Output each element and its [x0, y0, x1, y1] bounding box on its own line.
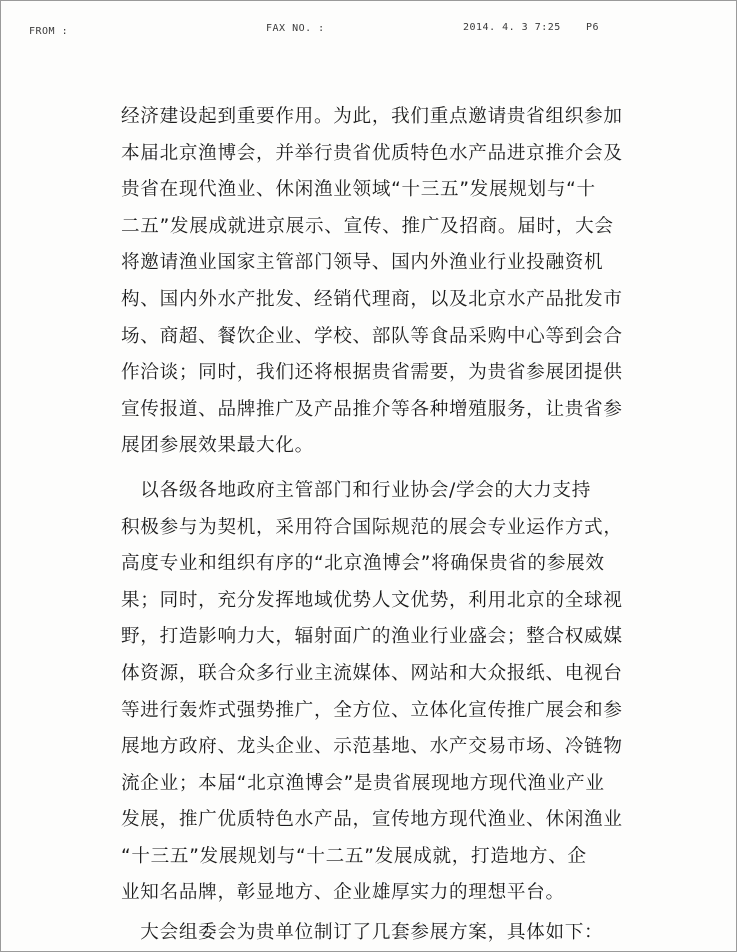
text-line: 本届北京渔博会，并举行贵省优质特色水产品进京推介会及: [121, 142, 623, 164]
text-line: 场、商超、餐饮企业、学校、部队等食品采购中心等到会合: [121, 325, 623, 347]
text-line: 体资源，联合众多行业主流媒体、网站和大众报纸、电视台: [121, 662, 623, 684]
paragraph-1: [121, 99, 623, 465]
fax-number-label: FAX NO. :: [266, 23, 325, 34]
text-line: 贵省在现代渔业、休闲渔业领域“十三五”发展规划与“十: [121, 179, 596, 201]
text-line: 展地方政府、龙头企业、示范基地、水产交易市场、冷链物: [121, 736, 623, 758]
text-line: 作洽谈；同时，我们还将根据贵省需要，为贵省参展团提供: [121, 362, 623, 384]
text-line: 流企业；本届“北京渔博会”是贵省展现地方现代渔业产业: [121, 772, 605, 794]
text-line: 以各级各地政府主管部门和行业协会/学会的大力支持: [121, 479, 592, 501]
text-line: 大会组委会为贵单位制订了几套参展方案，具体如下：: [121, 922, 604, 944]
text-line: 宣传报道、品牌推广及产品推介等各种增殖服务，让贵省参: [121, 398, 623, 420]
text-line: 构、国内外水产批发、经销代理商，以及北京水产品批发市: [121, 288, 623, 310]
document-body: [121, 99, 623, 952]
paragraph-2: [121, 473, 623, 912]
text-line: 经济建设起到重要作用。为此，我们重点邀请贵省组织参加: [121, 106, 623, 127]
paragraph-gap: [121, 465, 591, 473]
text-line: 野，打造影响力大，辐射面广的渔业行业盛会；整合权威媒: [121, 626, 623, 648]
text-line: 展团参展效果最大化。: [121, 435, 314, 457]
fax-datetime: 2014. 4. 3 7:25: [463, 22, 561, 33]
text-line: “十三五”发展规划与“十二五”发展成就，打造地方、企: [121, 845, 587, 867]
text-line: 高度专业和组织有序的“北京渔博会”将确保贵省的参展效: [121, 553, 605, 575]
text-line: 果；同时，充分发挥地域优势人文优势，利用北京的全球视: [121, 589, 623, 611]
fax-from-label: FROM :: [29, 26, 69, 37]
text-line: 等进行轰炸式强势推广，全方位、立体化宣传推广展会和参: [121, 699, 623, 721]
fax-header: [1, 1, 736, 41]
text-line: 积极参与为契机，采用符合国际规范的展会专业运作方式，: [121, 516, 623, 538]
text-line: 二五”发展成就进京展示、宣传、推广及招商。届时，大会: [121, 215, 614, 237]
text-line: 业知名品牌，彰显地方、企业雄厚实力的理想平台。: [121, 882, 565, 904]
text-line: 将邀请渔业国家主管部门领导、国内外渔业行业投融资机: [121, 252, 604, 274]
fax-page-number: P6: [586, 22, 600, 33]
text-line: 发展，推广优质特色水产品，宣传地方现代渔业、休闲渔业: [121, 809, 623, 831]
paragraph-3: [121, 915, 604, 952]
